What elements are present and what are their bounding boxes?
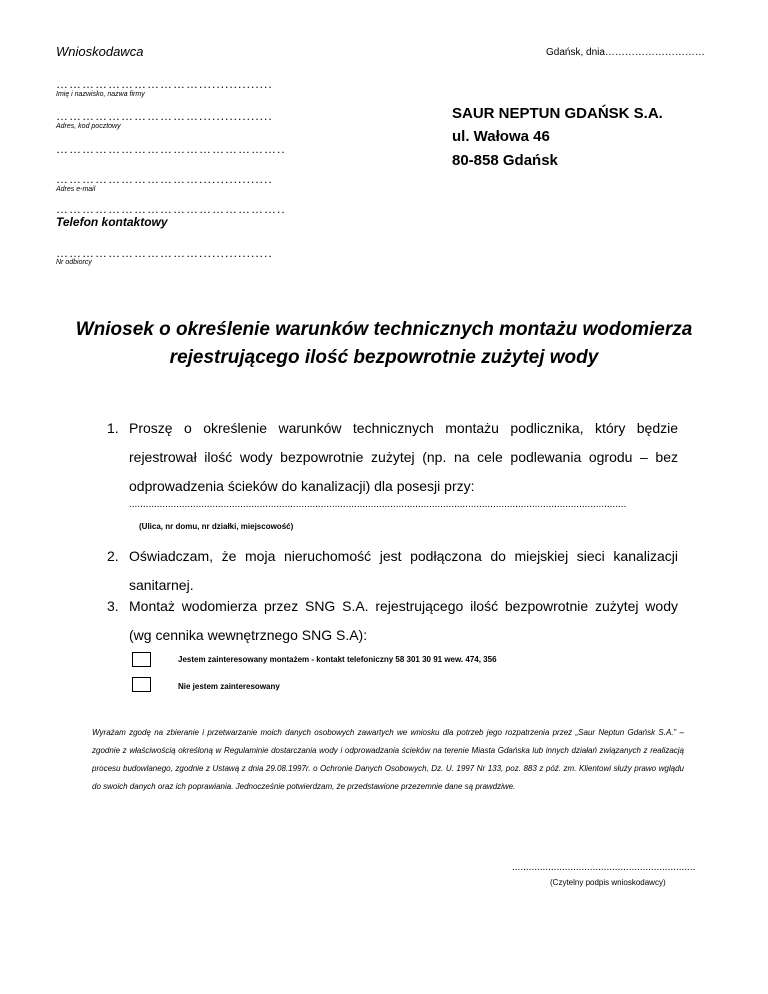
signature-field[interactable]: .................................................................. <box>512 862 696 873</box>
item-2-number: 2. <box>107 548 119 564</box>
street-field[interactable]: ................................................................................................................................................................................... <box>129 499 627 510</box>
not-interested-checkbox[interactable] <box>132 677 151 692</box>
interested-checkbox[interactable] <box>132 652 151 667</box>
item-1-number: 1. <box>107 420 119 436</box>
document-title <box>0 316 768 372</box>
address-caption: Adres, kod pocztowy <box>56 123 121 130</box>
email-caption: Adres e-mail <box>56 186 96 193</box>
interested-label: Jestem zainteresowany montażem - kontakt telefoniczny 58 301 30 91 wew. 474, 356 <box>178 655 497 664</box>
consent-clause: Wyrażam zgodę na zbieranie i przetwarzanie moich danych osobowych zawartych we wniosku dla potrzeb jego rozpatrzenia przez „Saur Neptun Gdańsk S.A.” – zgodnie z właściwością określoną w Regulaminie dostarczania wody i odprowadzania ścieków na terenie Miasta Gdańska lub innych działań związanych z realizacją procesu budowlanego, zgodnie z Ustawą z dnia 29.08.1997r. o Ochronie Danych Osobowych, Dz. U. 1997 Nr 133, poz. 883 z póź. zm. Klientowi służy prawo wglądu do swoich danych oraz ich poprawiania. Jednocześnie potwierdzam, że przedstawione przezemnie dane są prawdziwe. <box>92 728 684 791</box>
address-field[interactable]: ……………………………................. <box>56 109 273 123</box>
item-1-text: Proszę o określenie warunków technicznych montażu podlicznika, który będzie rejestrował ilość wody bezpowrotnie zużytej (np. na cele podlewania ogrodu – bez odprowadzenia ścieków do kanalizacji) dla posesji przy: <box>129 420 678 494</box>
item-3-text: Montaż wodomierza przez SNG S.A. rejestrującego ilość bezpowrotnie zużytej wody (wg cennika wewnętrznego SNG S.A): <box>129 598 678 643</box>
recipient-number-field[interactable]: ……………………………................. <box>56 246 273 260</box>
addressee-company: SAUR NEPTUN GDAŃSK S.A. <box>452 105 663 122</box>
signature-caption: (Czytelny podpis wnioskodawcy) <box>550 878 666 887</box>
item-2-text: Oświadczam, że moja nieruchomość jest podłączona do miejskiej sieci kanalizacji sanitarnej. <box>129 548 678 593</box>
name-caption: Imię i nazwisko, nazwa firmy <box>56 91 145 98</box>
recipient-caption: Nr odbiorcy <box>56 259 92 266</box>
addressee-city: 80-858 Gdańsk <box>452 152 558 169</box>
street-caption: (Ulica, nr domu, nr działki, miejscowość) <box>139 522 294 531</box>
phone-field[interactable]: …………………………………………….. <box>56 202 286 216</box>
not-interested-label: Nie jestem zainteresowany <box>178 682 280 691</box>
applicant-label: Wnioskodawca <box>56 44 144 59</box>
title-line-1: Wniosek o określenie warunków technicznych montażu wodomierza <box>75 319 693 340</box>
name-field[interactable]: ……………………………................. <box>56 77 273 91</box>
address-field-2[interactable]: …………………………………………….. <box>56 142 286 156</box>
email-field[interactable]: ……………………………................. <box>56 172 273 186</box>
addressee-street: ul. Wałowa 46 <box>452 128 550 145</box>
city-date-field[interactable]: Gdańsk, dnia………………………… <box>546 47 705 58</box>
title-line-2: rejestrującego ilość bezpowrotnie zużytej wody <box>169 347 599 368</box>
phone-label: Telefon kontaktowy <box>56 215 168 229</box>
item-3-number: 3. <box>107 598 119 614</box>
